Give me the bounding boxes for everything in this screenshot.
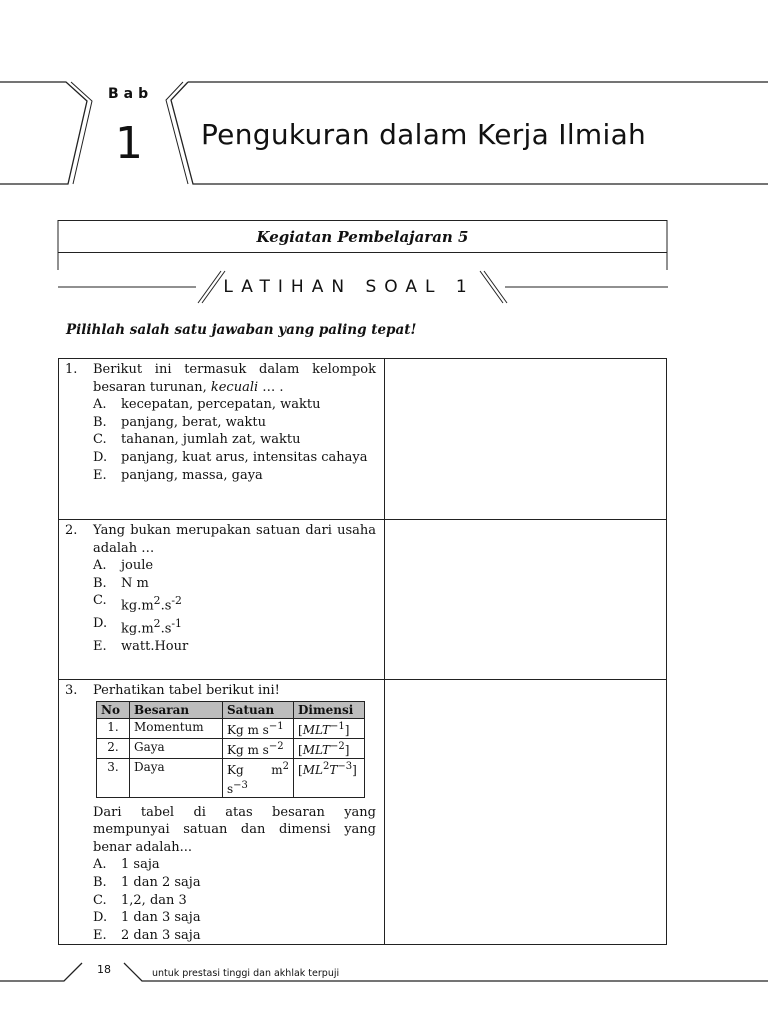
question-2 xyxy=(59,520,384,656)
question-text: Yang bukan merupakan satuan dari usaha adalah … xyxy=(93,523,376,556)
option-c: C. 1,2, dan 3 xyxy=(93,892,187,908)
question-cell xyxy=(59,359,385,520)
kegiatan-title: Kegiatan Pembelajaran 5 xyxy=(256,228,469,246)
question-emphasis: kecuali xyxy=(210,379,259,395)
question-table xyxy=(58,358,667,945)
question-number: 1. xyxy=(65,362,78,377)
question-number: 2. xyxy=(65,523,78,538)
option-c: C. tahanan, jumlah zat, waktu xyxy=(93,432,301,448)
option-d: D. 1 dan 3 saja xyxy=(93,910,201,926)
question-number: 3. xyxy=(65,683,78,698)
answer-cell xyxy=(385,359,667,520)
table-row: 1. Momentum Kg m $s^{-1}$ $[MLT^{-1}]$ xyxy=(97,718,365,738)
question-cell xyxy=(59,680,385,945)
option-c: C. $kg.m^2.s^{-2}$ xyxy=(93,593,182,614)
option-b: B. 1 dan 2 saja xyxy=(93,874,201,890)
table-row: 2. Gaya Kg m $s^{-2}$ $[MLT^{-2}]$ xyxy=(97,738,365,758)
option-e: E. panjang, massa, gaya xyxy=(93,467,263,483)
question-text-2: Dari tabel di atas besaran yang mempunyai satuan dan dimensi yang benar adalah... xyxy=(93,804,376,855)
col-header-besaran: Besaran xyxy=(130,701,223,718)
dimension-table xyxy=(96,701,365,798)
option-a: A. kecepatan, percepatan, waktu xyxy=(93,397,321,413)
option-e: E. watt.Hour xyxy=(93,639,189,655)
option-e: E. 2 dan 3 saja xyxy=(93,927,201,943)
page-number: 18 xyxy=(97,963,111,976)
question-row xyxy=(59,680,667,945)
option-d: D. panjang, kuat arus, intensitas cahaya xyxy=(93,449,368,465)
chapter-number: 1 xyxy=(115,118,143,169)
option-a: A. joule xyxy=(93,558,154,574)
latihan-title: LATIHAN SOAL 1 xyxy=(223,277,475,297)
question-text: Perhatikan tabel berikut ini! No Besaran Satuan Dimensi 1. Momentum Kg m $s^{-1}$ $[MLT^{-1}]$ 2. Gaya Kg m $s^{-2}$ $[MLT^{-2}]$ 3. Daya Kg $m^2$ $s^{-3}$ $[ML^2T^{-3}]$ Dari tabel di atas besaran yang mempunyai satuan dan dimensi yang benar adalah... xyxy=(93,683,376,855)
col-header-no: No xyxy=(97,701,130,718)
col-header-dimensi: Dimensi xyxy=(294,701,365,718)
question-3 xyxy=(59,680,384,944)
footer-frame xyxy=(0,963,768,981)
chapter-title: Pengukuran dalam Kerja Ilmiah xyxy=(201,118,647,151)
dimension-table-header xyxy=(97,701,365,718)
question-row xyxy=(59,520,667,680)
question-cell xyxy=(59,520,385,680)
option-a: A. 1 saja xyxy=(93,857,160,873)
question-text: Berikut ini termasuk dalam kelompok besaran turunan, kecuali … . xyxy=(93,362,376,395)
option-b: B. panjang, berat, waktu xyxy=(93,414,267,430)
answer-cell xyxy=(385,680,667,945)
chapter-label: Bab xyxy=(108,86,154,102)
table-row: 3. Daya Kg $m^2$ $s^{-3}$ $[ML^2T^{-3}]$ xyxy=(97,758,365,797)
option-d: D. $kg.m^2.s^{-1}$ xyxy=(93,616,182,637)
question-1 xyxy=(59,359,384,484)
question-row xyxy=(59,359,667,520)
col-header-satuan: Satuan xyxy=(223,701,294,718)
option-b: B. N m xyxy=(93,575,149,591)
footer-tagline: untuk prestasi tinggi dan akhlak terpuji xyxy=(152,968,340,979)
instruction: Pilihlah salah satu jawaban yang paling tepat! xyxy=(66,322,417,338)
answer-cell xyxy=(385,520,667,680)
